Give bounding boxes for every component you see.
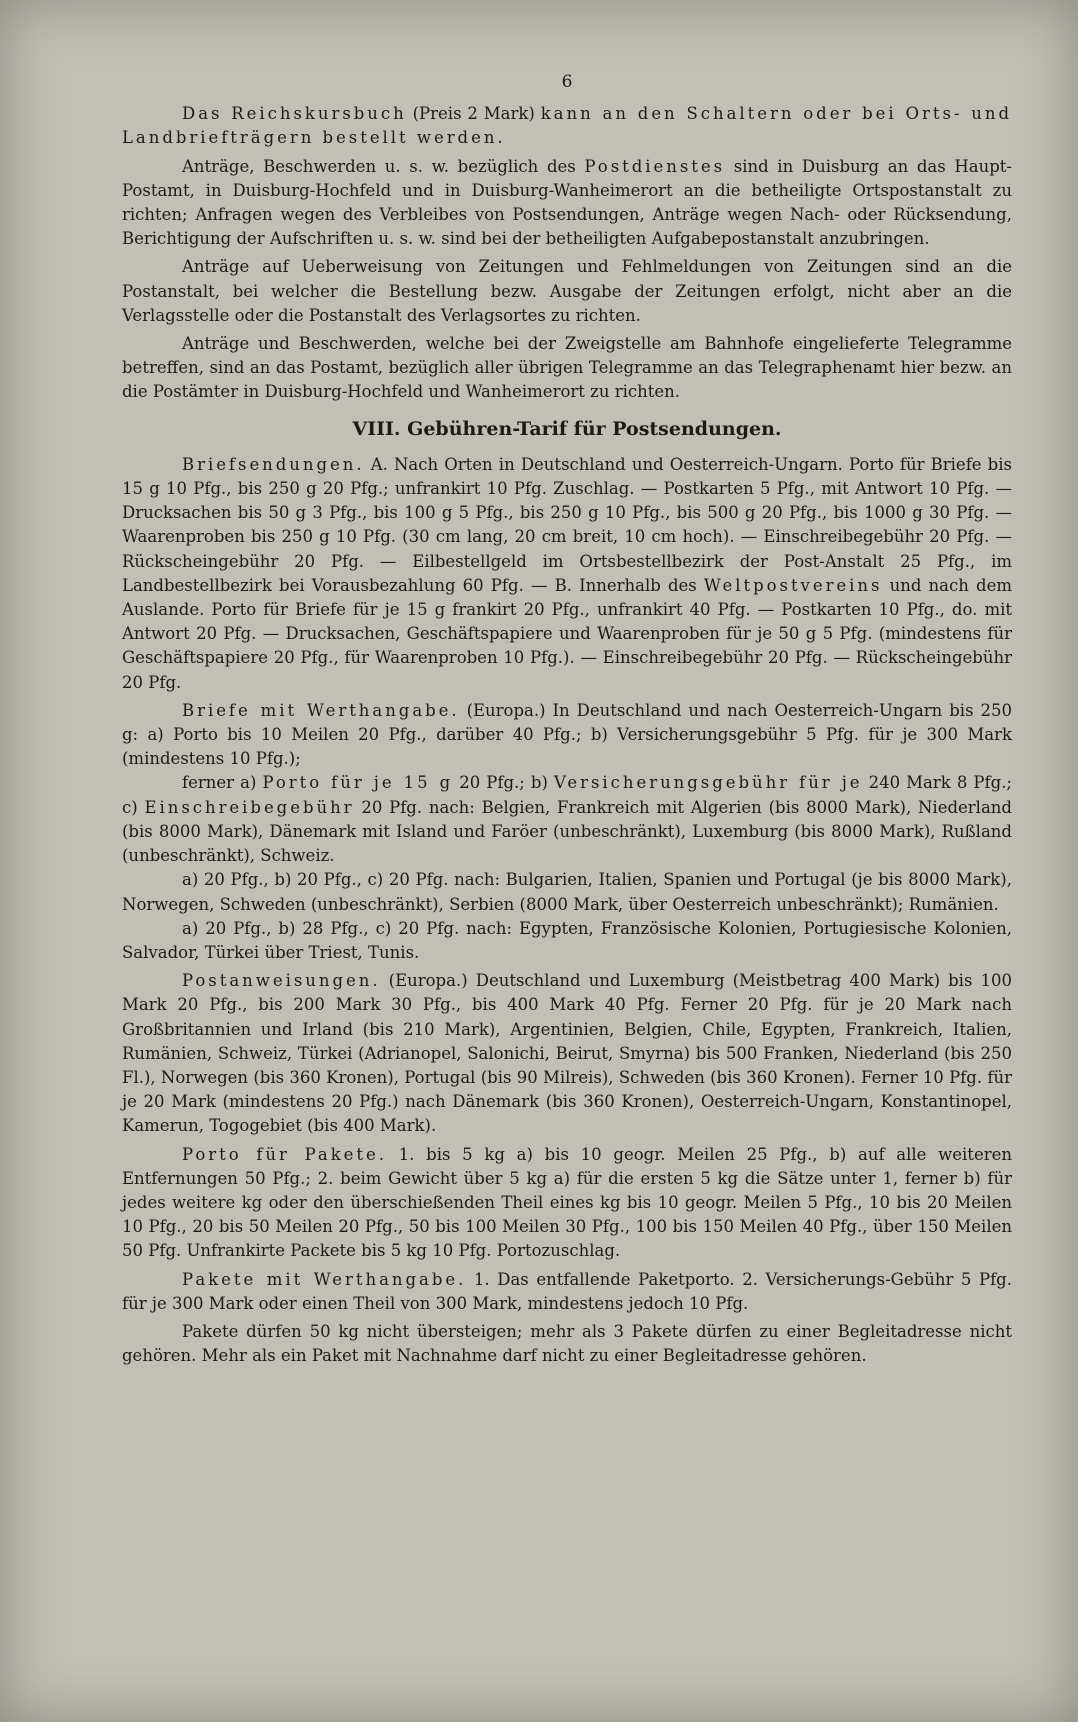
ferner-pre: ferner a) (182, 773, 263, 793)
werthbriefe-ferner (122, 771, 1012, 868)
werthbriefe-line-2: a) 20 Pfg., b) 20 Pfg., c) 20 Pfg. nach: Bulgarien, Italien, Spanien und Portugal (je bis 8000 Mark), Norwegen, Schweden (unbeschränkt), Serbien (8000 Mark, über Oesterreich unbeschränkt); Rumänien. (122, 870, 1012, 914)
weltpostverein-term: Weltpostvereins (703, 575, 883, 595)
ferner-porto: Porto für je 15 g (262, 773, 454, 793)
intro-p2-post: sind in Duisburg an das Haupt-Postamt, in Duisburg-Hochfeld und in Duisburg-Wanheimerort an die betheiligte Ortspostanstalt zu richten; Anfragen wegen des Verbleibes von Postsendungen, Anträge wegen Nach- oder Rücksendung, Berichtigung der Aufschriften u. s. w. sind bei der betheiligten Aufgabepostanstalt anzubringen. (122, 156, 1013, 249)
postanweisungen-paragraph (122, 969, 1012, 1138)
ferner-mid: 20 Pfg.; b) (453, 773, 555, 793)
werthbriefe-line-3: a) 20 Pfg., b) 28 Pfg., c) 20 Pfg. nach: Egypten, Französische Kolonien, Portugiesische Kolonien, Salvador, Türkei über Triest, Tunis. (122, 918, 1012, 962)
ferner-einschreibe: Einschreibegebühr (144, 797, 355, 817)
briefsendungen-ausland: und nach dem Auslande. Porto für Briefe für je 15 g frankirt 20 Pfg., unfrankirt 40 Pfg. — Postkarten 10 Pfg., do. mit Antwort 20 Pfg. — Drucksachen, Geschäftspapiere und Waarenproben für je 50 g 5 Pfg. (mindestens für Geschäftspapiere 20 Pfg., für Waarenproben 10 Pfg.). — Einschreibegebühr 20 Pfg. — Rückscheingebühr 20 Pfg. (122, 575, 1012, 692)
briefsendungen-inland: A. Nach Orten in Deutschland und Oesterreich-Ungarn. Porto für Briefe bis 15 g 10 Pfg., bis 250 g 20 Pfg.; unfrankirt 10 Pfg. Zuschlag. — Postkarten 5 Pfg., mit Antwort 10 Pfg. — Drucksachen bis 50 g 3 Pfg., bis 100 g 5 Pfg., bis 250 g 10 Pfg., bis 500 g 20 Pfg., bis 1000 g 30 Pfg. — Waarenproben bis 250 g 10 Pfg. (30 cm lang, 20 cm breit, 10 cm hoch). — Einschreibegebühr 20 Pfg. — Rückscheingebühr 20 Pfg. — Eilbestellgeld im Ortsbestellbezirk der Post-Anstalt 25 Pfg., im Landbestellbezirk bei Vorausbezahlung 60 Pfg. — B. Innerhalb des (122, 454, 1012, 595)
kursbuch-title: Das Reichskursbuch (182, 104, 407, 124)
werthpakete-paragraph (122, 1268, 1012, 1316)
kursbuch-price: (Preis 2 Mark) (406, 104, 541, 124)
pakete-label: Porto für Pakete. (182, 1144, 387, 1164)
werthpakete-label: Pakete mit Werthangabe. (182, 1269, 467, 1289)
werthpakete-text: 1. Das entfallende Paketporto. 2. Versicherungs-Gebühr 5 Pfg. für je 300 Mark oder einen Theil von 300 Mark, mindestens jedoch 10 Pfg. (122, 1269, 1012, 1313)
intro-paragraph-1 (122, 102, 1012, 150)
schluss-paragraph: Pakete dürfen 50 kg nicht übersteigen; mehr als 3 Pakete dürfen zu einer Begleitadresse nicht gehören. Mehr als ein Paket mit Nachnahme darf nicht zu einer Begleitadresse gehören. (122, 1321, 1012, 1366)
werthbriefe-label: Briefe mit Werthangabe. (182, 700, 460, 720)
briefsendungen-label: Briefsendungen. (182, 454, 365, 474)
intro-paragraph-2 (122, 155, 1012, 252)
kursbuch-note: kann an den Schaltern oder bei Orts- und Landbriefträgern bestellt werden. (122, 104, 1013, 148)
intro-p2-pre: Anträge, Beschwerden u. s. w. bezüglich des (182, 156, 585, 176)
intro-paragraph-4: Anträge und Beschwerden, welche bei der Zweigstelle am Bahnhofe eingelieferte Telegramme betreffen, sind an das Postamt, bezüglich aller übrigen Telegramme an das Telegraphenamt hier bezw. an die Postämter in Duisburg-Hochfeld und Wanheimerort zu richten. (122, 334, 1012, 402)
section-title: VIII. Gebühren-Tarif für Postsendungen. (352, 417, 782, 440)
page-content (122, 70, 1012, 1372)
werthbriefe-paragraph (122, 699, 1012, 772)
pakete-text: 1. bis 5 kg a) bis 10 geogr. Meilen 25 Pfg., b) auf alle weiteren Entfernungen 50 Pfg.; 2. beim Gewicht über 5 kg a) für die ersten 5 kg die Sätze unter 1, ferner b) für jedes weitere kg oder den überschießenden Theil eines kg bis 10 geogr. Meilen 5 Pfg., 10 bis 20 Meilen 10 Pfg., 20 bis 50 Meilen 20 Pfg., 50 bis 100 Meilen 30 Pfg., 100 bis 150 Meilen 40 Pfg., über 150 Meilen 50 Pfg. Unfrankirte Packete bis 5 kg 10 Pfg. Portozuschlag. (122, 1144, 1012, 1261)
intro-paragraph-3: Anträge auf Ueberweisung von Zeitungen und Fehlmeldungen von Zeitungen sind an die Postanstalt, bei welcher die Bestellung bezw. Ausgabe der Zeitungen erfolgt, nicht aber an die Verlagsstelle oder die Postanstalt des Verlagsortes zu richten. (122, 257, 1012, 325)
postdienst-term: Postdienstes (584, 156, 726, 176)
ferner-versicherung: Versicherungsgebühr für je (554, 773, 863, 793)
ferner-mid2: 240 Mark 8 Pfg.; c) (122, 773, 1012, 817)
postanweisungen-text: (Europa.) Deutschland und Luxemburg (Meistbetrag 400 Mark) bis 100 Mark 20 Pfg., bis 200 Mark 30 Pfg., bis 400 Mark 40 Pfg. Ferner 20 Pfg. für je 20 Mark nach Großbritannien und Irland (bis 210 Mark), Argentinien, Belgien, Chile, Egypten, Frankreich, Italien, Rumänien, Schweiz, Türkei (Adrianopel, Salonichi, Beirut, Smyrna) bis 500 Franken, Niederland (bis 250 Fl.), Norwegen (bis 360 Kronen), Portugal (bis 90 Milreis), Schweden (bis 360 Kronen). Ferner 10 Pfg. für je 20 Mark (mindestens 20 Pfg.) nach Dänemark (bis 360 Kronen), Oesterreich-Ungarn, Konstantinopel, Kamerun, Togogebiet (bis 400 Mark). (122, 971, 1012, 1136)
briefsendungen-paragraph (122, 453, 1012, 695)
pakete-paragraph (122, 1143, 1012, 1264)
page-number: 6 (561, 72, 573, 92)
ferner-post: 20 Pfg. nach: Belgien, Frankreich mit Algerien (bis 8000 Mark), Niederland (bis 8000 Mark), Dänemark mit Island und Faröer (unbeschränkt), Luxemburg (bis 8000 Mark), Rußland (unbeschränkt), Schweiz. (122, 797, 1012, 866)
werthbriefe-text: (Europa.) In Deutschland und nach Oesterreich-Ungarn bis 250 g: a) Porto bis 10 Meilen 20 Pfg., darüber 40 Pfg.; b) Versicherungsgebühr 5 Pfg. für je 300 Mark (mindestens 10 Pfg.); (122, 700, 1012, 769)
postanweisungen-label: Postanweisungen. (182, 971, 381, 991)
